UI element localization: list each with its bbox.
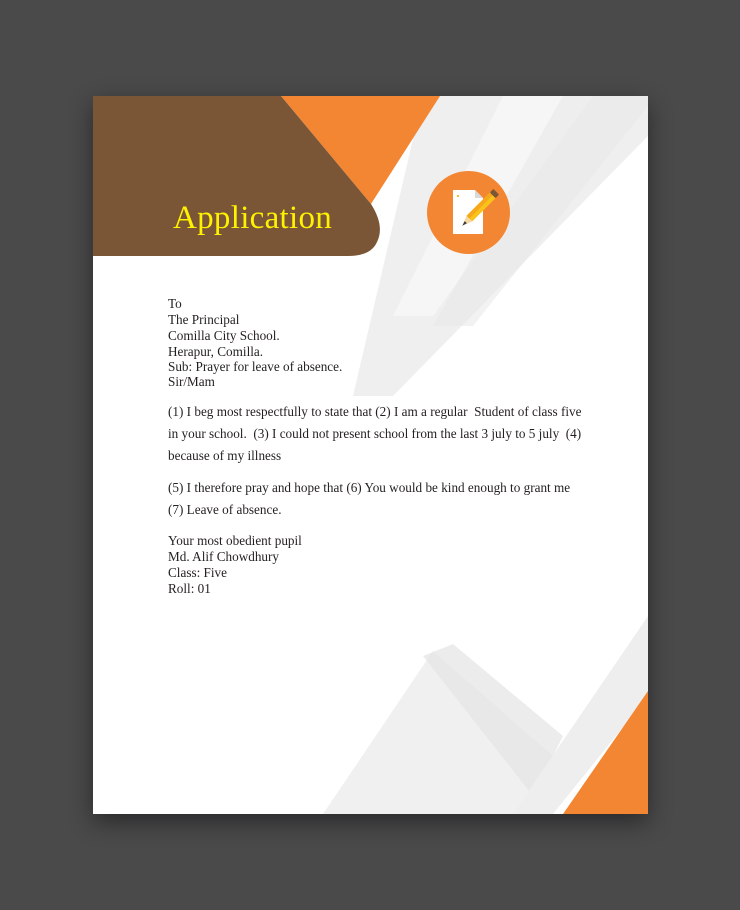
letter-recipient: The Principal xyxy=(168,312,240,327)
document-pen-icon xyxy=(427,171,510,254)
letter-salutation: Sir/Mam xyxy=(168,374,215,389)
letter-paragraph-1: (1) I beg most respectfully to state that (2) I am a regular Student of class five in your school. (3) I could not present school from the last 3 july to 5 july (4) because of my illness xyxy=(168,404,585,463)
letter-to: To xyxy=(168,296,182,311)
letter-school: Comilla City School. xyxy=(168,328,280,343)
letter-class: Class: Five xyxy=(168,565,227,580)
letter-paragraph-2: (5) I therefore pray and hope that (6) You would be kind enough to grant me (7) Leave of absence. xyxy=(168,480,574,517)
letter-closing: Your most obedient pupil xyxy=(168,533,302,548)
letter-subject: Sub: Prayer for leave of absence. xyxy=(168,359,343,374)
letter-name: Md. Alif Chowdhury xyxy=(168,549,279,564)
application-title: Application xyxy=(173,200,333,236)
header-badge xyxy=(427,171,510,254)
letter-address: Herapur, Comilla. xyxy=(168,344,264,359)
letter-page xyxy=(93,96,648,814)
letter-roll: Roll: 01 xyxy=(168,581,211,596)
